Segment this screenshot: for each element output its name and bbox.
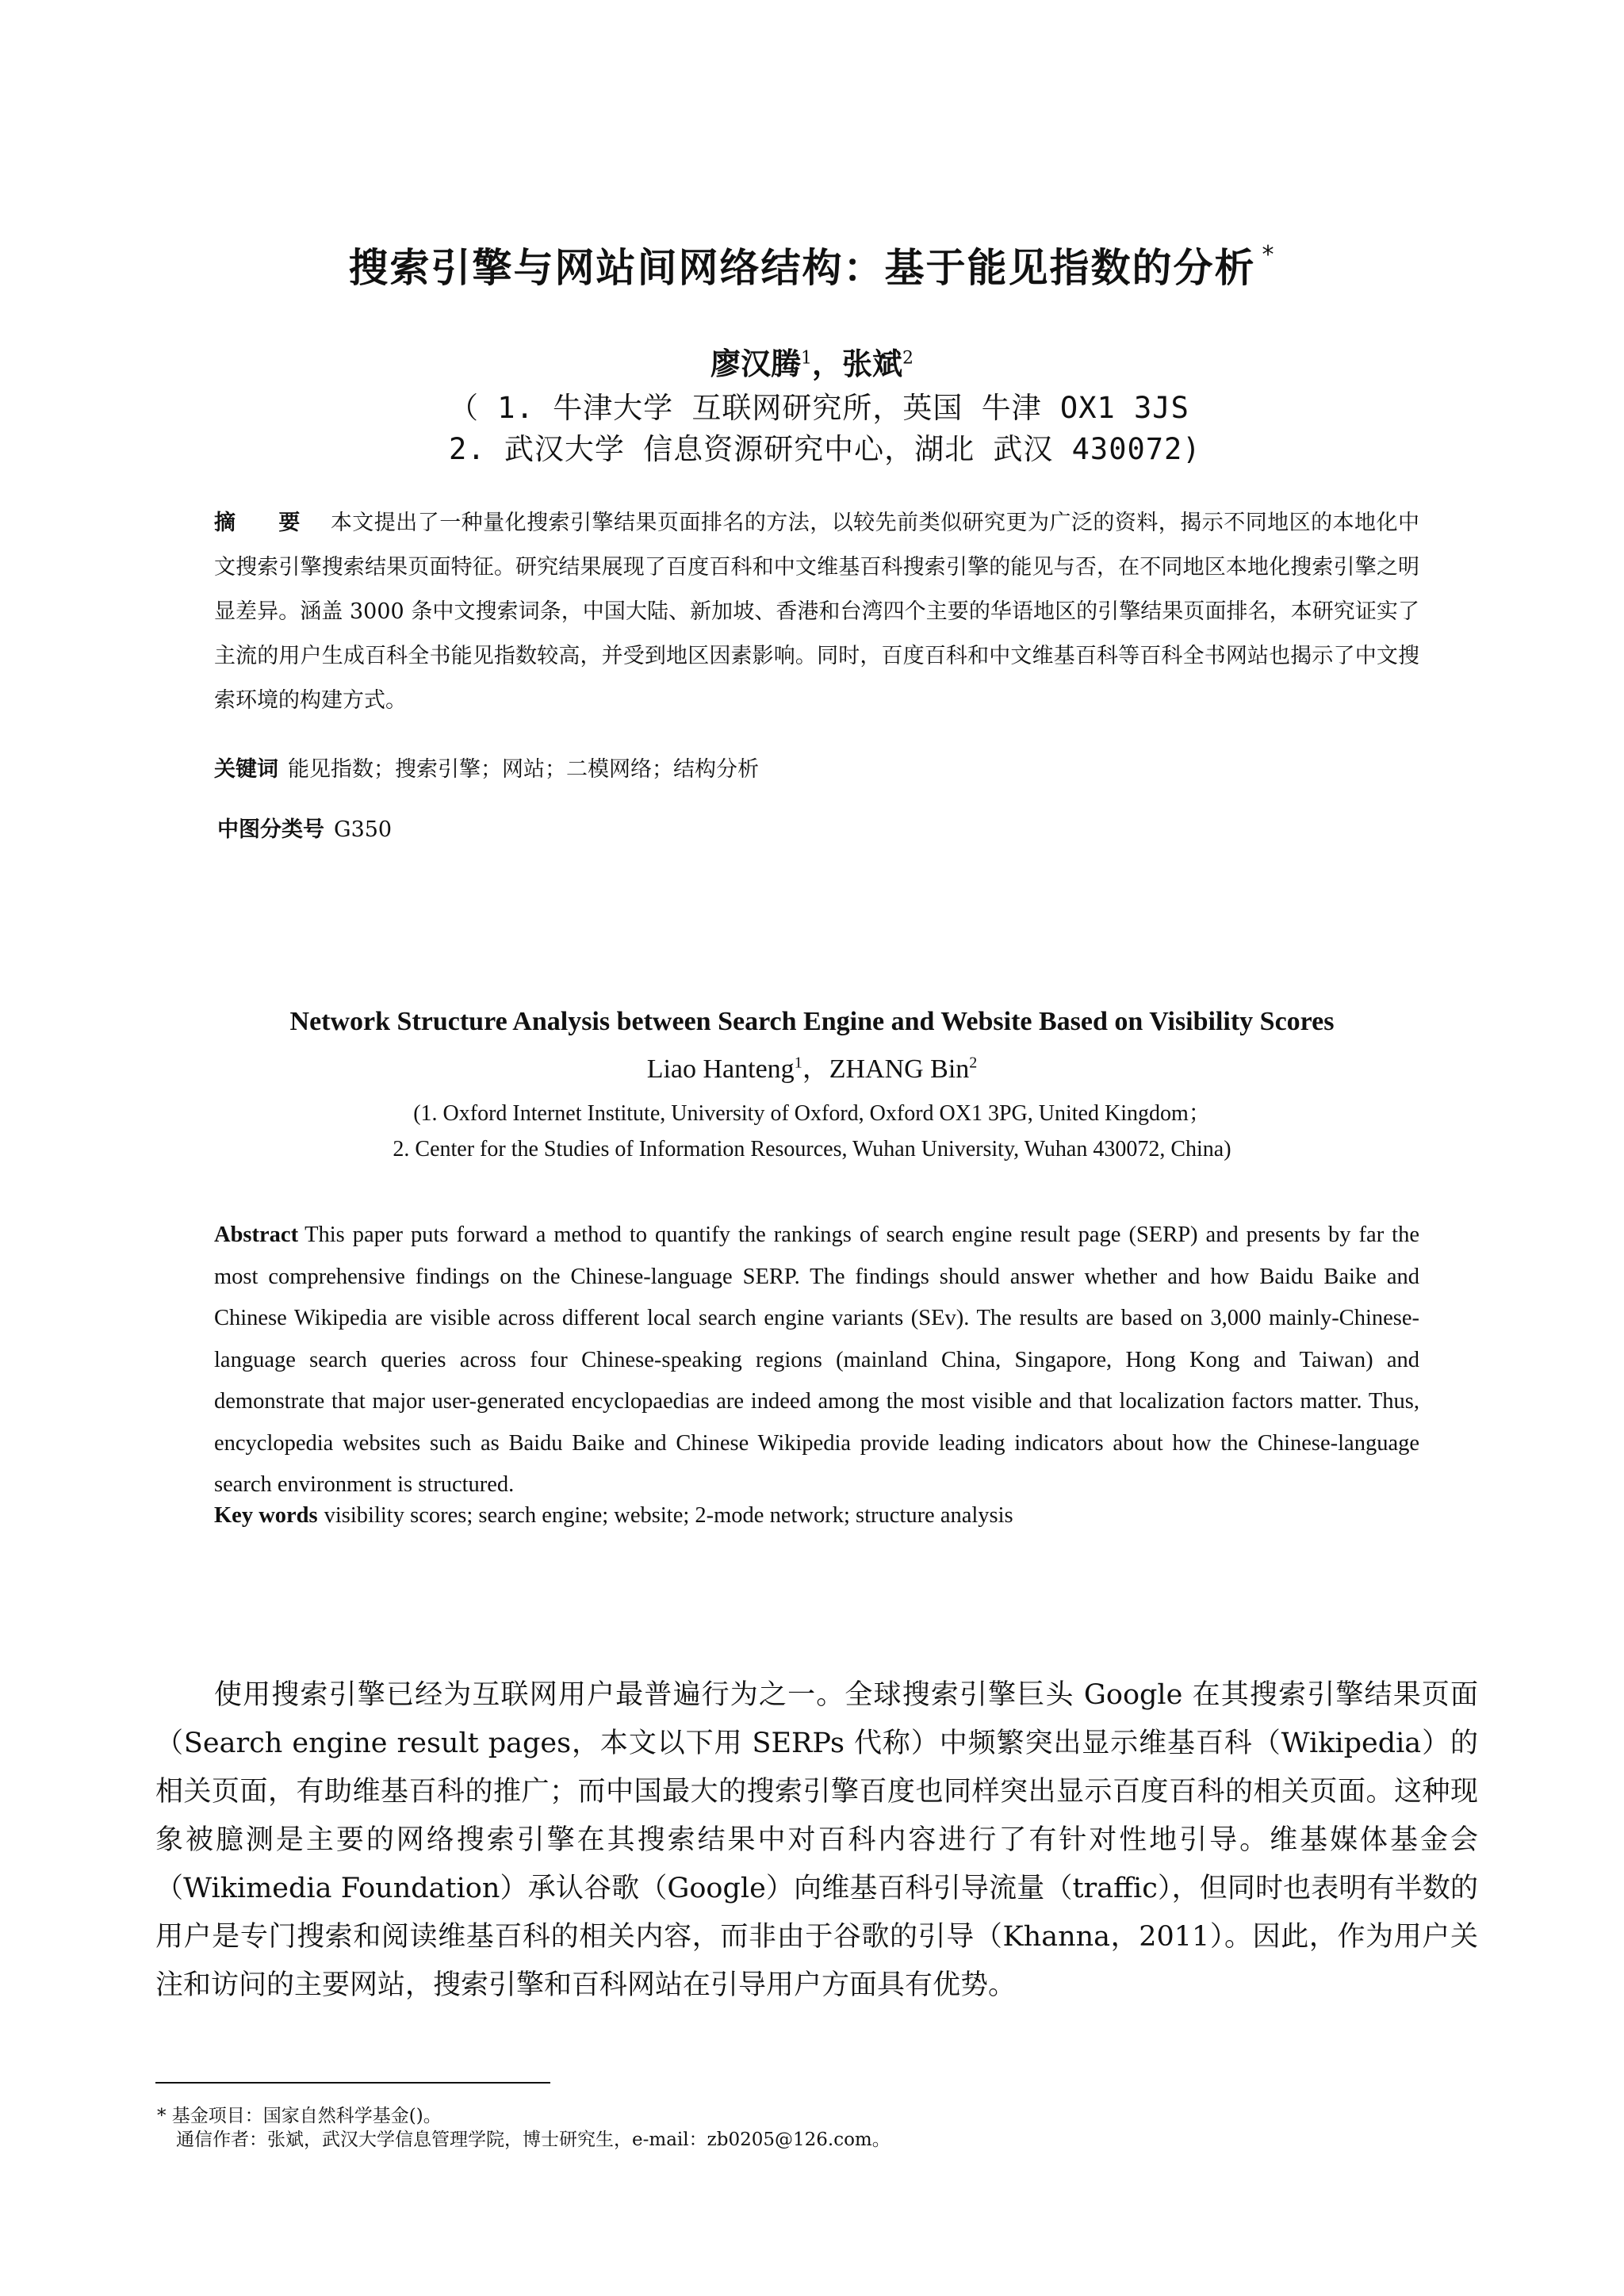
paper-title-chinese [0,236,1624,293]
affiliation-2-english: 2. Center for the Studies of Information Resources, Wuhan University, Wuhan 430072, China) [393,1137,1231,1161]
author-line-chinese [0,339,1624,383]
keywords-text-english: visibility scores; search engine; website; 2-mode network; structure analysis [324,1503,1013,1528]
affiliation-2-chinese: 2. 武汉大学 信息资源研究中心，湖北 武汉 430072) [449,432,1201,466]
author-2-affil-mark: 2 [902,348,914,369]
author-2: 张斌 [842,346,903,381]
abstract-label-chinese: 摘 要 [214,511,318,535]
author-2-english: ZHANG Bin [829,1054,970,1084]
affiliation-1-chinese: （ 1. 牛津大学 互联网研究所，英国 牛津 OX1 3JS [449,391,1189,425]
title-footnote-mark: * [1262,241,1276,270]
author-separator: ， [811,346,842,381]
footnote-fund: * 基金项目：国家自然科学基金()。 [157,2106,442,2126]
classification-value: G350 [334,817,393,842]
paper-title-english: Network Structure Analysis between Search Engine and Website Based on Visibility Scores [289,1007,1335,1036]
classification-label: 中图分类号 [217,817,324,842]
author-2-english-affil-mark: 2 [969,1054,978,1072]
keywords-english [214,1503,1013,1529]
keywords-label-chinese: 关键词 [214,757,278,782]
title-text: 搜索引擎与网站间网络结构：基于能见指数的分析 [348,245,1256,291]
abstract-english [214,1215,1419,1506]
author-1: 廖汉腾 [710,346,801,381]
author-line-english [0,1047,1624,1085]
abstract-text-english: This paper puts forward a method to quantify the rankings of search engine result page (SERP) and presents by far the most comprehensive findings on the Chinese-language SERP. The findings should answer whether and how Baidu Baike and Chinese Wikipedia are visible across different local search engine variants (SEv). The results are based on 3,000 mainly-Chinese-language search queries across four Chinese-speaking regions (mainland China, Singapore, Hong Kong and Taiwan) and demonstrate that major user-generated encyclopaedias are indeed among the most visible and that localization factors matter. Thus, encyclopedia websites such as Baidu Baike and Chinese Wikipedia provide leading indicators about how the Chinese-language search environment is structured. [214,1223,1419,1497]
affiliation-1-english: (1. Oxford Internet Institute, University of Oxford, Oxford OX1 3PG, United Kingdom； [413,1101,1211,1126]
abstract-label-english: Abstract [214,1223,299,1247]
keywords-chinese [214,752,759,783]
abstract-chinese [214,501,1419,723]
author-1-english: Liao Hanteng [646,1054,795,1084]
author-separator-english: ， [802,1054,829,1084]
footnote-divider [155,2082,550,2084]
body-paragraph: 使用搜索引擎已经为互联网用户最普遍行为之一。全球搜索引擎巨头 Google 在其搜索引擎结果页面（Search engine result pages，本文以下用 SERPs 代称）中频繁突出显示维基百科（Wikipedia）的相关页面，有助维基百科的推广；而中国最大的搜索引擎百度也同样突出显示百度百科的相关页面。这种现象被臆测是主要的网络搜索引擎在其搜索结果中对百科内容进行了有针对性地引导。维基媒体基金会（Wikimedia Foundation）承认谷歌（Google）向维基百科引导流量（traffic），但同时也表明有半数的用户是专门搜索和阅读维基百科的相关内容，而非由于谷歌的引导（Khanna，2011）。因此，作为用户关注和访问的主要网站，搜索引擎和百科网站在引导用户方面具有优势。 [155,1679,1478,2001]
keywords-label-english: Key words [214,1503,318,1528]
author-1-affil-mark: 1 [800,348,812,369]
author-1-english-affil-mark: 1 [794,1054,802,1072]
abstract-text-chinese: 本文提出了一种量化搜索引擎结果页面排名的方法，以较先前类似研究更为广泛的资料，揭示不同地区的本地化中文搜索引擎搜索结果页面特征。研究结果展现了百度百科和中文维基百科搜索引擎的能见与否，在不同地区本地化搜索引擎之明显差异。涵盖 3000 条中文搜索词条，中国大陆、新加坡、香港和台湾四个主要的华语地区的引擎结果页面排名，本研究证实了主流的用户生成百科全书能见指数较高，并受到地区因素影响。同时，百度百科和中文维基百科等百科全书网站也揭示了中文搜索环境的构建方式。 [214,511,1420,713]
classification-number [217,812,392,843]
footnote-correspondence: 通信作者：张斌，武汉大学信息管理学院，博士研究生，e-mail：zb0205@126.com。 [176,2130,891,2150]
keywords-text-chinese: 能见指数；搜索引擎；网站；二模网络；结构分析 [288,757,759,782]
